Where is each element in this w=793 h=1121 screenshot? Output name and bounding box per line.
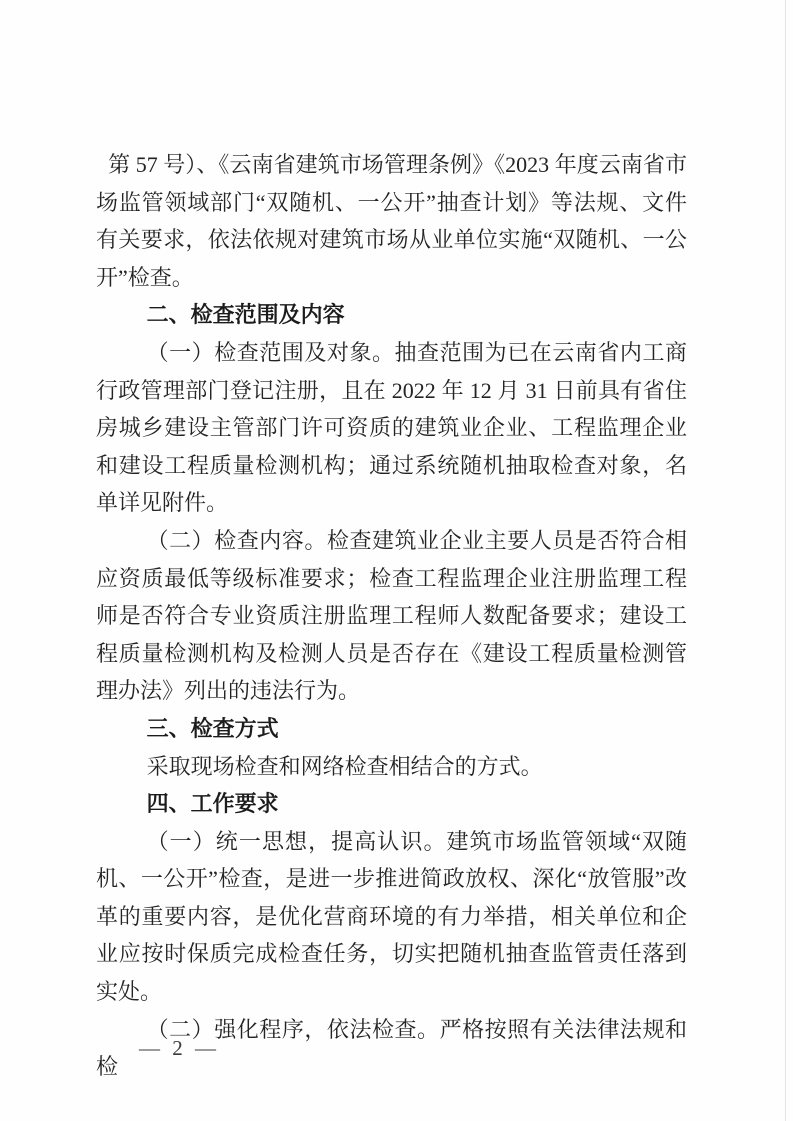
page-number: — 2 — <box>139 1036 216 1060</box>
paragraph-inspection-method: 采取现场检查和网络检查相结合的方式。 <box>146 753 543 779</box>
heading-section-4-work-requirements: 四、工作要求 <box>146 791 279 817</box>
paragraph-strengthen-procedure: （二）强化程序，依法检查。严格按照有关法律法规和检 <box>96 1016 687 1080</box>
paragraph-inspection-scope-and-objects: （一）检查范围及对象。抽查范围为已在云南省内工商行政管理部门登记注册，且在 2022 年 12 月 31 日前具有省住房城乡建设主管部门许可资质的建筑业企业、工程监理企业和建设工程质量检测机构；通过系统随机抽取检查对象，名单详见附件。 <box>96 339 687 516</box>
document-body <box>96 146 687 1086</box>
heading-section-3-inspection-method: 三、检查方式 <box>146 715 279 741</box>
paragraph-inspection-content: （二）检查内容。检查建筑业企业主要人员是否符合相应资质最低等级标准要求；检查工程监理企业注册监理工程师是否符合专业资质注册监理工程师人数配备要求；建设工程质量检测机构及检测人员是否存在《建设工程质量检测管理办法》列出的违法行为。 <box>96 527 687 704</box>
paragraph-unify-thinking: （一）统一思想，提高认识。建筑市场监管领域“双随机、一公开”检查，是进一步推进简政放权、深化“放管服”改革的重要内容，是优化营商环境的有力举措，相关单位和企业应按时保质完成检查任务，切实把随机抽查监管责任落到实处。 <box>96 828 687 1005</box>
paragraph-continued-legal-basis: 第 57 号）、《云南省建筑市场管理条例》《2023 年度云南省市场监管领域部门“双随机、一公开”抽查计划》等法规、文件有关要求，依法依规对建筑市场从业单位实施“双随机、一公开”检查。 <box>96 152 687 290</box>
scan-edge-artifact <box>785 0 786 1121</box>
heading-section-2-scope-and-content: 二、检查范围及内容 <box>146 302 345 328</box>
